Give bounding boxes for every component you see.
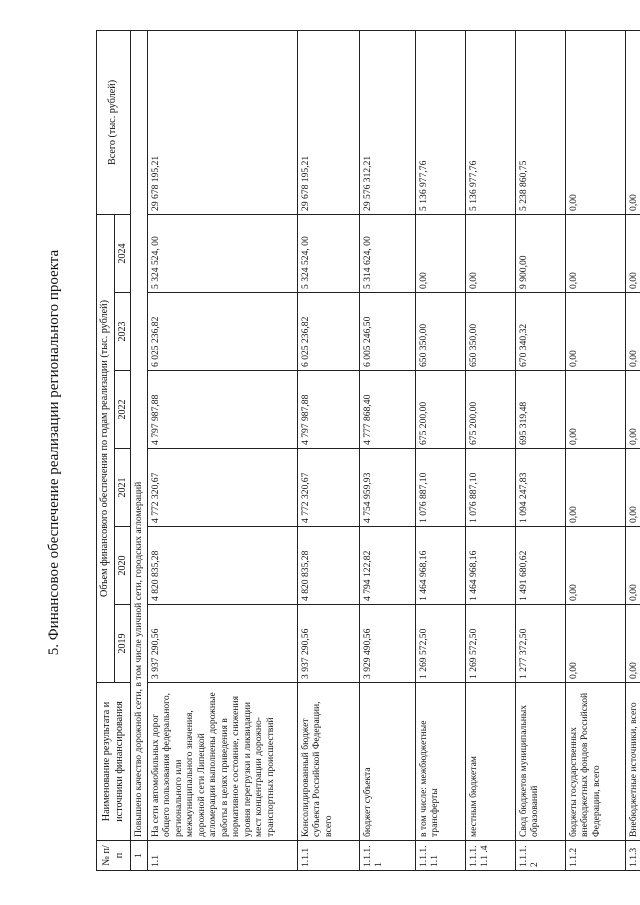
total-cell: 5 136 977,76 (415, 30, 465, 214)
table-row (297, 30, 359, 870)
value-cell: 0,00 (565, 527, 625, 605)
value-cell: 695 319,48 (515, 371, 565, 449)
value-cell: 4 777 868,40 (359, 371, 415, 449)
row-name: Консолидированный бюджет субъекта Российской Федерации, всего (297, 683, 359, 841)
value-cell: 1 076 887,10 (465, 449, 515, 527)
table-row (565, 30, 625, 870)
header-year: 2023 (115, 293, 131, 371)
row-num: 1.1.1.1 (359, 841, 415, 871)
value-cell: 0,00 (565, 449, 625, 527)
value-cell: 0,00 (625, 293, 640, 371)
row-num: 1.1.2 (565, 841, 625, 871)
value-cell: 5 324 524, 00 (147, 214, 297, 292)
header-year: 2021 (115, 449, 131, 527)
value-cell: 0,00 (625, 214, 640, 292)
value-cell: 0,00 (565, 293, 625, 371)
value-cell: 3 937 290,56 (297, 605, 359, 683)
total-cell: 5 238 860,75 (515, 30, 565, 214)
value-cell: 4 820 835,28 (147, 527, 297, 605)
row-name: местным бюджетам (465, 683, 515, 841)
value-cell: 0,00 (625, 527, 640, 605)
value-cell: 4 797 987,88 (297, 371, 359, 449)
value-cell: 0,00 (625, 371, 640, 449)
value-cell: 670 340,32 (515, 293, 565, 371)
row-num: 1.1.1 (297, 841, 359, 871)
row-name: бюджеты государственных внебюджетных фондов Российской Федерации, всего (565, 683, 625, 841)
row-num: 1.1.1.1.1 (415, 841, 465, 871)
total-cell: 0,00 (565, 30, 625, 214)
row-num: 1.1.3 (625, 841, 640, 871)
header-year: 2020 (115, 527, 131, 605)
total-cell: 0,00 (625, 30, 640, 214)
header-total: Всего (тыс. рублей) (97, 30, 131, 214)
value-cell: 4 820 835,28 (297, 527, 359, 605)
table-row (515, 30, 565, 870)
value-cell: 4 794 122,82 (359, 527, 415, 605)
value-cell: 650 350,00 (465, 293, 515, 371)
value-cell: 4 772 320,67 (297, 449, 359, 527)
row-name: Свод бюджетов муниципальных образований (515, 683, 565, 841)
value-cell: 6 025 236,82 (147, 293, 297, 371)
value-cell: 675 200,00 (415, 371, 465, 449)
header-volume: Объем финансового обеспечения по годам реализации (тыс. рублей) (97, 214, 115, 682)
value-cell: 675 200,00 (465, 371, 515, 449)
value-cell: 1 094 247,83 (515, 449, 565, 527)
section-row (131, 30, 148, 870)
value-cell: 5 324 524, 00 (297, 214, 359, 292)
table-row (465, 30, 515, 870)
section-num: 1 (131, 841, 148, 871)
value-cell: 1 491 680,62 (515, 527, 565, 605)
row-name: бюджет субъекта (359, 683, 415, 841)
financing-table (96, 30, 640, 871)
value-cell: 3 929 490,56 (359, 605, 415, 683)
header-name: Наименование результата и источники финансирования (97, 683, 131, 841)
row-num: 1.1 (147, 841, 297, 871)
value-cell: 1 464 968,16 (415, 527, 465, 605)
value-cell: 6 025 236,82 (297, 293, 359, 371)
total-cell: 29 678 195,21 (147, 30, 297, 214)
value-cell: 650 350,00 (415, 293, 465, 371)
value-cell: 6 005 246,50 (359, 293, 415, 371)
value-cell: 0,00 (565, 214, 625, 292)
total-cell: 29 576 312,21 (359, 30, 415, 214)
value-cell: 0,00 (565, 371, 625, 449)
value-cell: 4 797 987,88 (147, 371, 297, 449)
total-cell: 29 678 195,21 (297, 30, 359, 214)
header-year: 2022 (115, 371, 131, 449)
value-cell: 1 464 968,16 (465, 527, 515, 605)
value-cell: 0,00 (465, 214, 515, 292)
row-name: На сети автомобильных дорог общего пользования федерального, регионального или межмуниципального значения, дорожной сети Липецкой агломерации выполнены дорожные работы в целях приведения в нормативное состояние, снижения уровня перегрузки и ликвидации мест концентрации дорожно-транспортных происшествий (147, 683, 297, 841)
table-row (625, 30, 640, 870)
value-cell: 0,00 (625, 449, 640, 527)
row-name: Внебюджетные источники, всего (625, 683, 640, 841)
header-year: 2019 (115, 605, 131, 683)
value-cell: 1 269 572,50 (415, 605, 465, 683)
value-cell: 4 772 320,67 (147, 449, 297, 527)
value-cell: 0,00 (415, 214, 465, 292)
header-num: № п/п (97, 841, 131, 871)
value-cell: 1 269 572,50 (465, 605, 515, 683)
row-name: в том числе: межбюджетные трансферты (415, 683, 465, 841)
table-row (415, 30, 465, 870)
value-cell: 0,00 (565, 605, 625, 683)
value-cell: 3 937 290,56 (147, 605, 297, 683)
section-title: Повышено качество дорожной сети, в том числе уличной сети, городских агломераций (131, 30, 148, 840)
value-cell: 9 900,00 (515, 214, 565, 292)
value-cell: 1 277 372,50 (515, 605, 565, 683)
row-num: 1.1.1.2 (515, 841, 565, 871)
page-title: 5. Финансовое обеспечение реализации регионального проекта (46, 249, 62, 656)
value-cell: 0,00 (625, 605, 640, 683)
header-year: 2024 (115, 214, 131, 292)
table-row (359, 30, 415, 870)
table-row (147, 30, 297, 870)
row-num: 1.1.1.1.1 .4 (465, 841, 515, 871)
value-cell: 5 314 624, 00 (359, 214, 415, 292)
value-cell: 1 076 887,10 (415, 449, 465, 527)
value-cell: 4 754 959,93 (359, 449, 415, 527)
total-cell: 5 136 977,76 (465, 30, 515, 214)
